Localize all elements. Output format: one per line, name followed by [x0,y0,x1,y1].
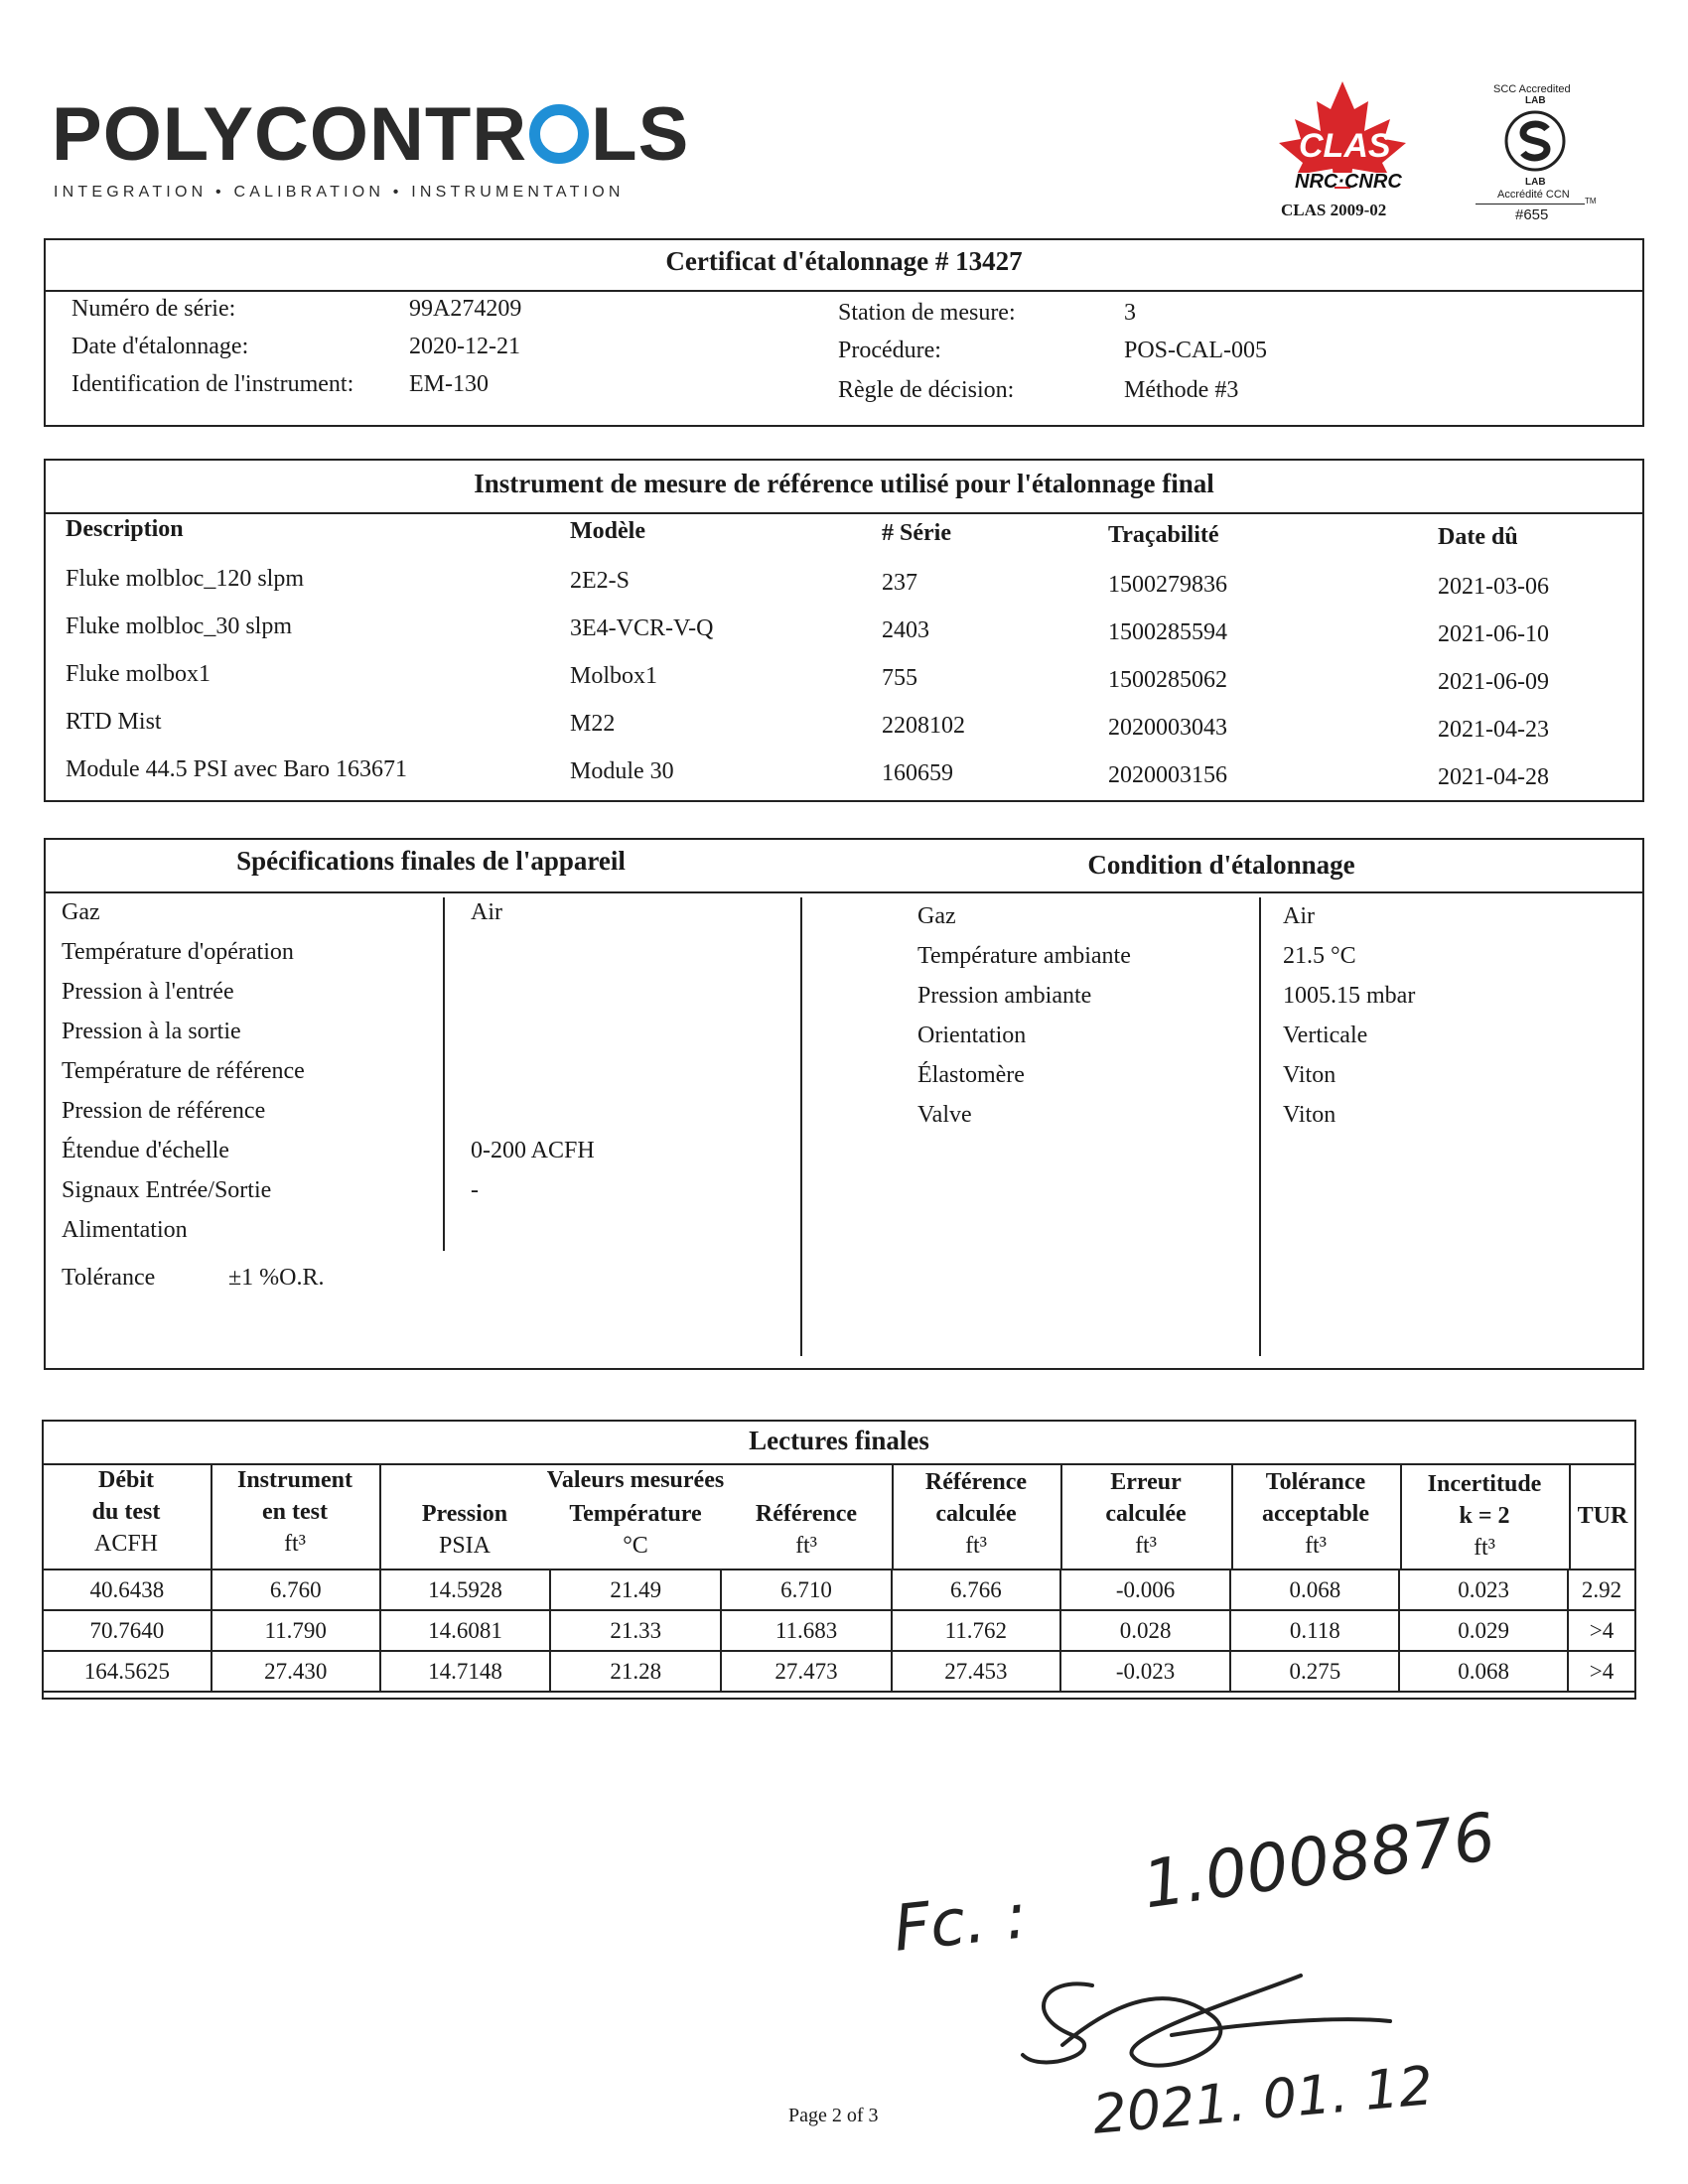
col-header-unit: ft³ [1135,1533,1157,1559]
col-header-l1: Référence [924,1469,1028,1495]
cell-flow: 164.5625 [43,1651,211,1692]
table-row [43,1610,1635,1651]
col-header-l2: Pression [421,1501,508,1527]
condition-value: 21.5 °C [1283,943,1356,969]
tolerance-value: ±1 %O.R. [228,1265,325,1291]
cell-pressure: 14.5928 [380,1570,551,1610]
condition-label: Valve [917,1102,972,1128]
spec-label: Pression de référence [62,1098,266,1124]
procedure-value: POS-CAL-005 [1124,338,1268,363]
scc-top-text: SCC Accredited [1493,83,1571,95]
clas-sub-label: NRC·CNRC [1295,171,1402,193]
col-header-unit: PSIA [438,1533,492,1559]
cell-reference: 27.473 [721,1651,892,1692]
cell-flow: 40.6438 [43,1570,211,1610]
page-number: Page 2 of 3 [788,2105,879,2126]
scc-ccn-text: Accrédité CCN [1497,189,1570,201]
col-header-l1: Instrument [236,1467,352,1493]
cell-calc-error: -0.006 [1060,1570,1231,1610]
readings-title: Lectures finales [749,1426,929,1455]
decision-rule-value: Méthode #3 [1124,377,1239,403]
col-header-unit: ft³ [1474,1535,1495,1561]
col-header-unit: ft³ [1305,1533,1327,1559]
scc-number: #655 [1515,206,1549,223]
condition-label: Pression ambiante [917,983,1092,1009]
condition-value: Viton [1283,1102,1336,1128]
calibration-date-label: Date d'étalonnage: [71,334,249,359]
scc-lab-text-2: LAB [1525,177,1546,188]
col-header-l2: k = 2 [1459,1503,1510,1529]
col-header-l2: calculée [1105,1501,1187,1527]
spec-label: Pression à la sortie [62,1019,241,1044]
spec-label: Température d'opération [62,939,294,965]
col-header-unit: ft³ [284,1531,306,1557]
condition-label: Élastomère [917,1062,1025,1088]
serial-label: Numéro de série: [71,296,236,322]
spec-value: 0-200 ACFH [471,1138,595,1163]
ref-serial: 755 [882,665,917,691]
conditions-title: Condition d'étalonnage [1087,850,1355,880]
cell-tolerance: 0.275 [1230,1651,1399,1692]
ref-due-date: 2021-06-09 [1438,669,1549,695]
spec-label: Pression à l'entrée [62,979,234,1005]
company-logo [52,92,690,177]
col-header-unit: °C [623,1533,648,1559]
col-header-unit: ft³ [965,1533,987,1559]
ref-traceability: 2020003043 [1108,715,1227,741]
tolerance-label: Tolérance [62,1265,156,1291]
ref-traceability: 1500285062 [1108,667,1227,693]
procedure-label: Procédure: [838,338,941,363]
col-header-l2: acceptable [1262,1501,1369,1527]
cell-calc-error: -0.023 [1060,1651,1231,1692]
cell-tur: 2.92 [1568,1570,1635,1610]
ref-description: Module 44.5 PSI avec Baro 163671 [66,756,407,782]
specs-title-divider [44,891,1644,893]
cell-uncertainty: 0.023 [1399,1570,1568,1610]
clas-code: CLAS 2009-02 [1281,201,1387,219]
conditions-value-divider [1259,897,1261,1356]
ref-due-date: 2021-06-10 [1438,621,1549,647]
cell-reference: 6.710 [721,1570,892,1610]
ref-header-description: Description [66,516,184,542]
ref-model: M22 [570,711,616,737]
logo-tagline: INTEGRATION • CALIBRATION • INSTRUMENTATION [54,184,625,201]
ref-description: Fluke molbloc_30 slpm [66,614,292,639]
condition-label: Température ambiante [917,943,1131,969]
cell-flow: 70.7640 [43,1610,211,1651]
cell-calc-reference: 11.762 [892,1610,1060,1651]
reference-title: Instrument de mesure de référence utilisé pour l'étalonnage final [474,469,1214,498]
condition-value: 1005.15 mbar [1283,983,1416,1009]
col-header-l1: Erreur [1110,1469,1182,1495]
cell-uncertainty: 0.029 [1399,1610,1568,1651]
ref-description: RTD Mist [66,709,162,735]
ref-description: Fluke molbloc_120 slpm [66,566,304,592]
scc-accreditation-badge [1476,83,1597,222]
condition-label: Gaz [917,903,956,929]
serial-value: 99A274209 [409,296,522,322]
cell-tolerance: 0.118 [1230,1610,1399,1651]
handwritten-fc-value: 1.0008876 [1138,1798,1500,1924]
col-header-l1: Incertitude [1427,1471,1542,1497]
instrument-id-value: EM-130 [409,371,489,397]
ref-header-due-date: Date dû [1438,524,1518,550]
readings-title-divider [42,1463,1636,1465]
col-header-unit: ft³ [795,1533,817,1559]
specs-value-divider [443,897,445,1251]
condition-value: Verticale [1283,1023,1368,1048]
certificate-title-divider [44,290,1644,292]
ref-serial: 2403 [882,617,929,643]
station-label: Station de mesure: [838,300,1016,326]
spec-value: - [471,1177,479,1203]
specs-title: Spécifications finales de l'appareil [236,846,626,876]
col-header-unit: ACFH [93,1531,159,1557]
cell-instrument: 27.430 [211,1651,380,1692]
logo-text-right: LS [591,92,690,177]
cell-temperature: 21.49 [550,1570,721,1610]
col-header-l2: calculée [935,1501,1017,1527]
col-header-l1: Tolérance [1265,1469,1366,1495]
ref-header-traceability: Traçabilité [1108,522,1219,548]
spec-value: Air [471,899,502,925]
scc-tm: TM [1585,197,1597,205]
specs-center-divider [800,897,802,1356]
ref-header-model: Modèle [570,518,645,544]
spec-label: Température de référence [62,1058,305,1084]
handwritten-fc-label: Fc. : [890,1879,1031,1967]
col-header-l2: Référence [755,1501,858,1527]
condition-value: Viton [1283,1062,1336,1088]
certificate-title: Certificat d'étalonnage # 13427 [665,246,1023,276]
ref-model: 3E4-VCR-V-Q [570,615,714,641]
cell-calc-error: 0.028 [1060,1610,1231,1651]
logo-text-left: POLYCONTR [52,92,528,177]
reference-title-divider [44,512,1644,514]
spec-label: Alimentation [62,1217,188,1243]
cell-tolerance: 0.068 [1230,1570,1399,1610]
clas-label: CLAS [1299,127,1391,165]
ref-due-date: 2021-03-06 [1438,574,1549,600]
cell-uncertainty: 0.068 [1399,1651,1568,1692]
ref-serial: 237 [882,570,917,596]
cell-calc-reference: 27.453 [892,1651,1060,1692]
table-row [43,1570,1635,1610]
ref-traceability: 2020003156 [1108,762,1227,788]
ref-serial: 160659 [882,760,953,786]
ref-description: Fluke molbox1 [66,661,211,687]
spec-label: Étendue d'échelle [62,1138,229,1163]
col-header-l2: TUR [1577,1503,1628,1529]
ref-serial: 2208102 [882,713,965,739]
instrument-id-label: Identification de l'instrument: [71,371,354,397]
col-header-l1: Débit [98,1467,154,1493]
ref-due-date: 2021-04-28 [1438,764,1549,790]
cell-pressure: 14.7148 [380,1651,551,1692]
logo-ring-icon [529,104,589,164]
ref-traceability: 1500285594 [1108,619,1227,645]
scc-divider [1476,204,1585,205]
cell-temperature: 21.28 [550,1651,721,1692]
cell-instrument: 11.790 [211,1610,380,1651]
cell-temperature: 21.33 [550,1610,721,1651]
condition-label: Orientation [917,1023,1027,1048]
table-row [43,1651,1635,1692]
calibration-date-value: 2020-12-21 [409,334,520,359]
ref-model: 2E2-S [570,568,630,594]
decision-rule-label: Règle de décision: [838,377,1015,403]
ref-traceability: 1500279836 [1108,572,1227,598]
cell-reference: 11.683 [721,1610,892,1651]
handwritten-date: 2021. 01. 12 [1089,2054,1436,2146]
cell-instrument: 6.760 [211,1570,380,1610]
ref-model: Module 30 [570,758,674,784]
ref-model: Molbox1 [570,663,658,689]
col-header-l2: Température [569,1501,702,1527]
col-header-l2: du test [91,1499,161,1525]
station-value: 3 [1124,300,1136,326]
cell-pressure: 14.6081 [380,1610,551,1651]
cell-tur: >4 [1568,1610,1635,1651]
scc-s-logo-icon [1503,109,1567,173]
col-header-l2: en test [262,1499,328,1525]
spec-label: Gaz [62,899,100,925]
readings-table [42,1569,1636,1693]
condition-value: Air [1283,903,1315,929]
spec-label: Signaux Entrée/Sortie [62,1177,272,1203]
cell-calc-reference: 6.766 [892,1570,1060,1610]
group-header-measured: Valeurs mesurées [546,1467,725,1493]
cell-tur: >4 [1568,1651,1635,1692]
ref-header-serial: # Série [882,520,951,546]
scc-lab-text: LAB [1525,95,1546,106]
ref-due-date: 2021-04-23 [1438,717,1549,743]
